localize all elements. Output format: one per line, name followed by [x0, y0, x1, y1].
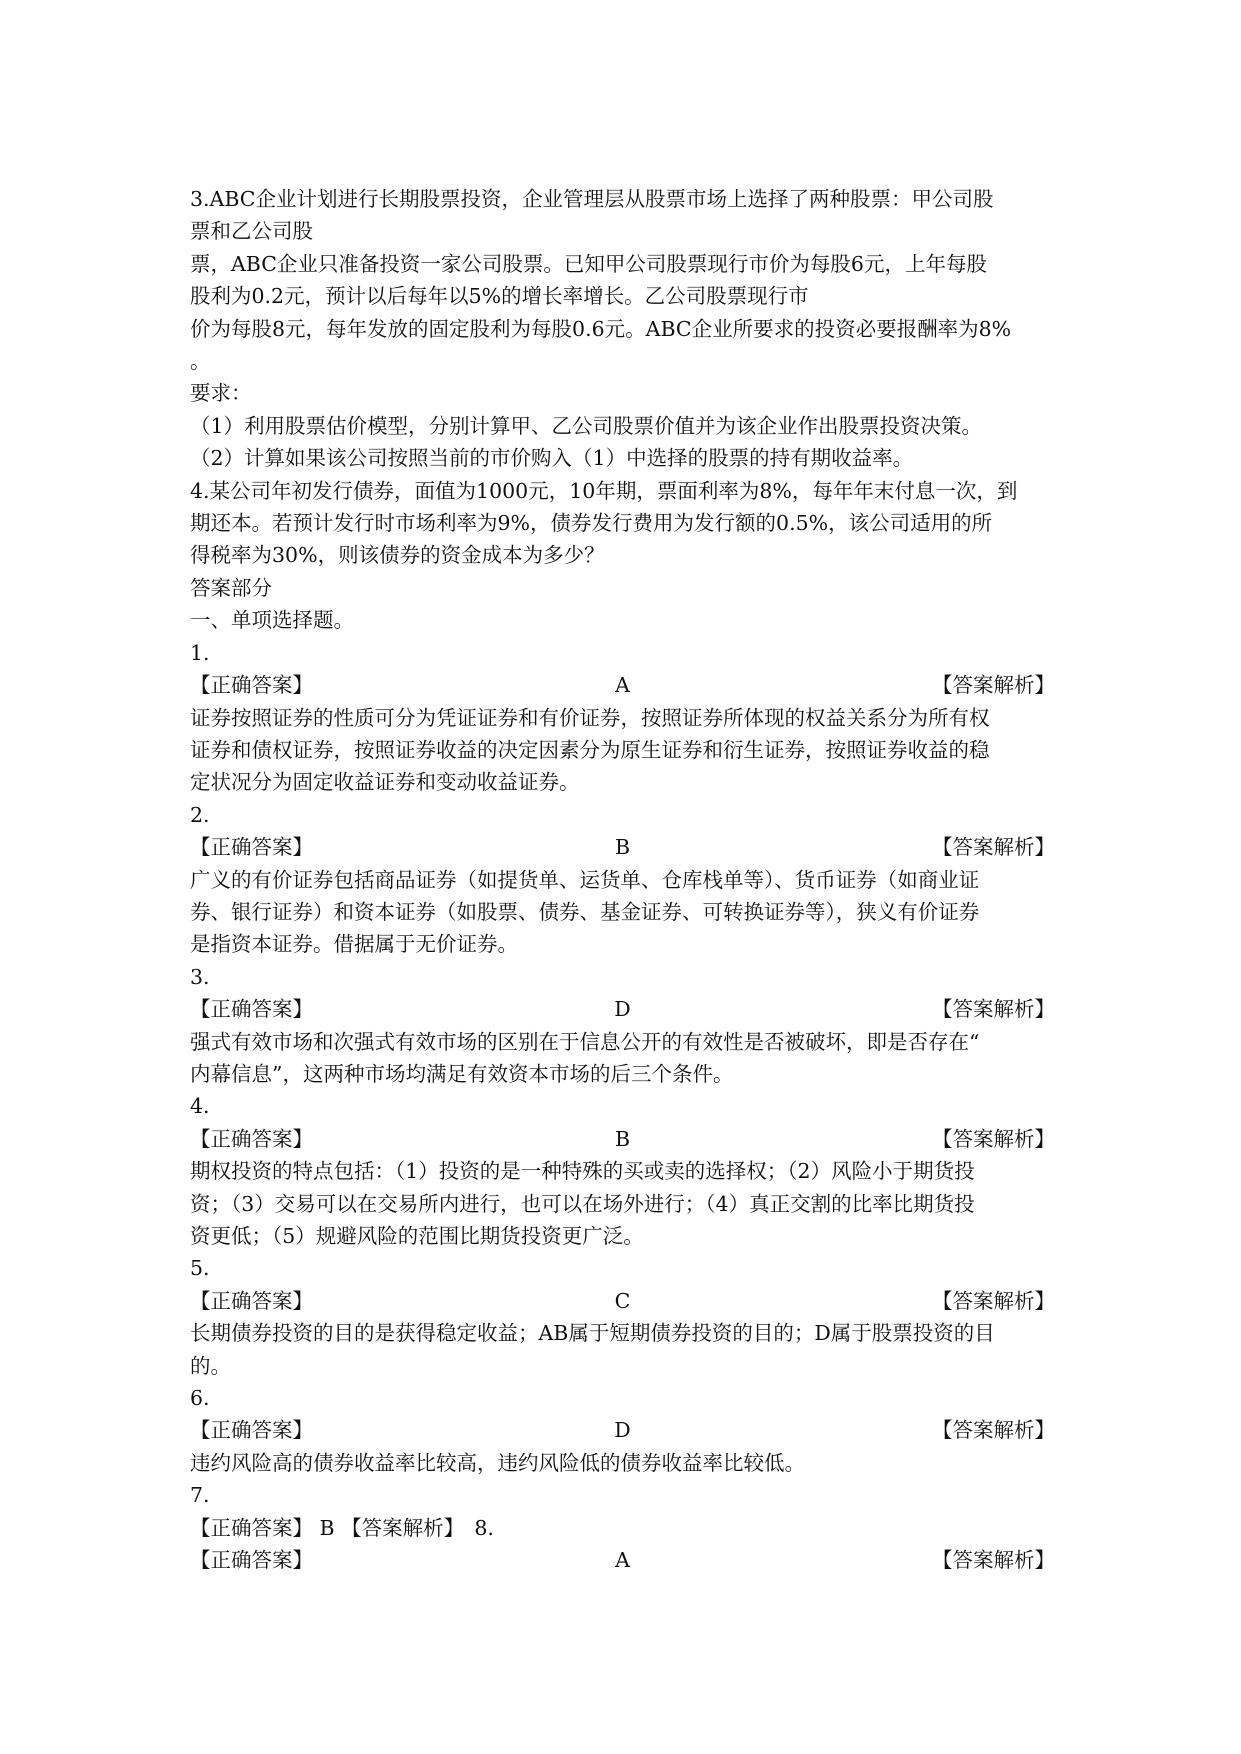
text-line: 。 — [190, 349, 211, 374]
analysis-label: 【答案解析】 — [932, 1548, 1055, 1573]
explanation-line: 的。 — [190, 1353, 231, 1378]
analysis-label: 【答案解析】 — [931, 835, 1055, 860]
correct-answer-label: 【正确答案】 — [190, 673, 313, 698]
answer-row — [190, 831, 1055, 863]
text-line: 股利为0.2元，预计以后每年以5%的增长率增长。乙公司股票现行市 — [190, 284, 809, 309]
explanation-line: 内幕信息”，这两种市场均满足有效资本市场的后三个条件。 — [190, 1061, 734, 1086]
document-page — [190, 183, 1055, 1576]
answer-letter: B — [614, 1126, 631, 1151]
answer-number: 4. — [190, 1094, 210, 1119]
text-line: 期还本。若预计发行时市场利率为9%，债券发行费用为发行额的0.5%，该公司适用的所 — [190, 511, 993, 536]
explanation-line: 资；（3）交易可以在交易所内进行，也可以在场外进行；（4）真正交割的比率比期货投 — [190, 1191, 975, 1216]
correct-answer-label: 【正确答案】 — [190, 1126, 313, 1151]
answer-block — [190, 1090, 1055, 1252]
correct-answer-label: 【正确答案】 — [190, 997, 313, 1022]
analysis-label: 【答案解析】 — [932, 1418, 1055, 1443]
answer-letter: D — [614, 1418, 631, 1443]
text-line: 3.ABC企业计划进行长期股票投资，企业管理层从股票市场上选择了两种股票：甲公司股 — [190, 187, 994, 211]
answer-number: 3. — [190, 964, 210, 989]
correct-answer-label: 【正确答案】 — [190, 1548, 313, 1573]
explanation-line: 期权投资的特点包括：（1）投资的是一种特殊的买或卖的选择权；（2）风险小于期货投 — [190, 1159, 975, 1184]
explanation-line: 资更低；（5）规避风险的范围比期货投资更广泛。 — [190, 1224, 644, 1248]
analysis-label: 【答案解析】 — [932, 997, 1055, 1022]
answer-number: 7. — [190, 1483, 210, 1508]
answer-letter: A — [615, 673, 630, 698]
inline-answer-line: 【正确答案】 B 【答案解析】 8. — [190, 1515, 494, 1540]
correct-answer-label: 【正确答案】 — [190, 1288, 313, 1313]
answer-row — [190, 993, 1055, 1025]
answer-row — [190, 1123, 1055, 1155]
requirement-item: （1）利用股票估价模型，分别计算甲、乙公司股票价值并为该企业作出股票投资决策。 — [190, 413, 983, 438]
answer-block — [190, 1382, 1055, 1479]
answer-letter: B — [614, 835, 631, 860]
explanation-line: 证券和债权证券，按照证券收益的决定因素分为原生证券和衍生证券，按照证券收益的稳 — [190, 737, 990, 762]
answer-block — [190, 637, 1055, 799]
answer-number: 2. — [190, 802, 210, 827]
answer-letter: C — [614, 1288, 631, 1313]
text-line: 价为每股8元，每年发放的固定股利为每股0.6元。ABC企业所要求的投资必要报酬率为8% — [190, 316, 1012, 341]
text-line: 票和乙公司股 — [190, 219, 313, 244]
answer-row — [190, 1285, 1055, 1317]
answer-number: 5. — [190, 1256, 210, 1281]
answer-row — [190, 1544, 1055, 1576]
answer-number: 6. — [190, 1386, 210, 1411]
answer-number: 1. — [190, 640, 210, 665]
answer-block — [190, 1479, 1055, 1576]
explanation-line: 是指资本证券。借据属于无价证券。 — [190, 932, 518, 957]
answer-block — [190, 1252, 1055, 1382]
requirements-heading: 要求： — [190, 381, 252, 406]
explanation-line: 证券按照证券的性质可分为凭证证券和有价证券，按照证券所体现的权益关系分为所有权 — [190, 705, 990, 730]
explanation-line: 广义的有价证券包括商品证券（如提货单、运货单、仓库栈单等）、货币证券（如商业证 — [190, 867, 980, 892]
answers-heading: 答案部分 — [190, 575, 272, 600]
correct-answer-label: 【正确答案】 — [190, 1418, 313, 1443]
explanation-line: 强式有效市场和次强式有效市场的区别在于信息公开的有效性是否被破坏，即是否存在“ — [190, 1029, 980, 1054]
correct-answer-label: 【正确答案】 — [190, 835, 313, 860]
text-line: 得税率为30%，则该债券的资金成本为多少？ — [190, 543, 605, 568]
section-heading: 一、单项选择题。 — [190, 608, 354, 633]
question-4 — [190, 475, 1055, 572]
explanation-line: 违约风险高的债券收益率比较高，违约风险低的债券收益率比较低。 — [190, 1450, 805, 1475]
text-line: 票，ABC企业只准备投资一家公司股票。已知甲公司股票现行市价为每股6元，上年每股 — [190, 251, 987, 276]
explanation-line: 长期债券投资的目的是获得稳定收益；AB属于短期债券投资的目的；D属于股票投资的目 — [190, 1321, 995, 1346]
requirement-item: （2）计算如果该公司按照当前的市价购入（1）中选择的股票的持有期收益率。 — [190, 446, 914, 471]
answer-row — [190, 1414, 1055, 1446]
answer-letter: A — [615, 1548, 630, 1573]
text-line: 4.某公司年初发行债券，面值为1000元，10年期，票面利率为8%，每年年末付息一次，到 — [190, 478, 1018, 503]
analysis-label: 【答案解析】 — [932, 1288, 1055, 1313]
answer-block — [190, 799, 1055, 961]
question-3 — [190, 183, 1055, 475]
explanation-line: 定状况分为固定收益证券和变动收益证券。 — [190, 770, 580, 795]
analysis-label: 【答案解析】 — [932, 673, 1055, 698]
answer-block — [190, 961, 1055, 1091]
explanation-line: 券、银行证券）和资本证券（如股票、债券、基金证券、可转换证券等），狭义有价证券 — [190, 899, 980, 924]
answer-row — [190, 669, 1055, 701]
analysis-label: 【答案解析】 — [931, 1126, 1055, 1151]
answer-letter: D — [614, 997, 631, 1022]
